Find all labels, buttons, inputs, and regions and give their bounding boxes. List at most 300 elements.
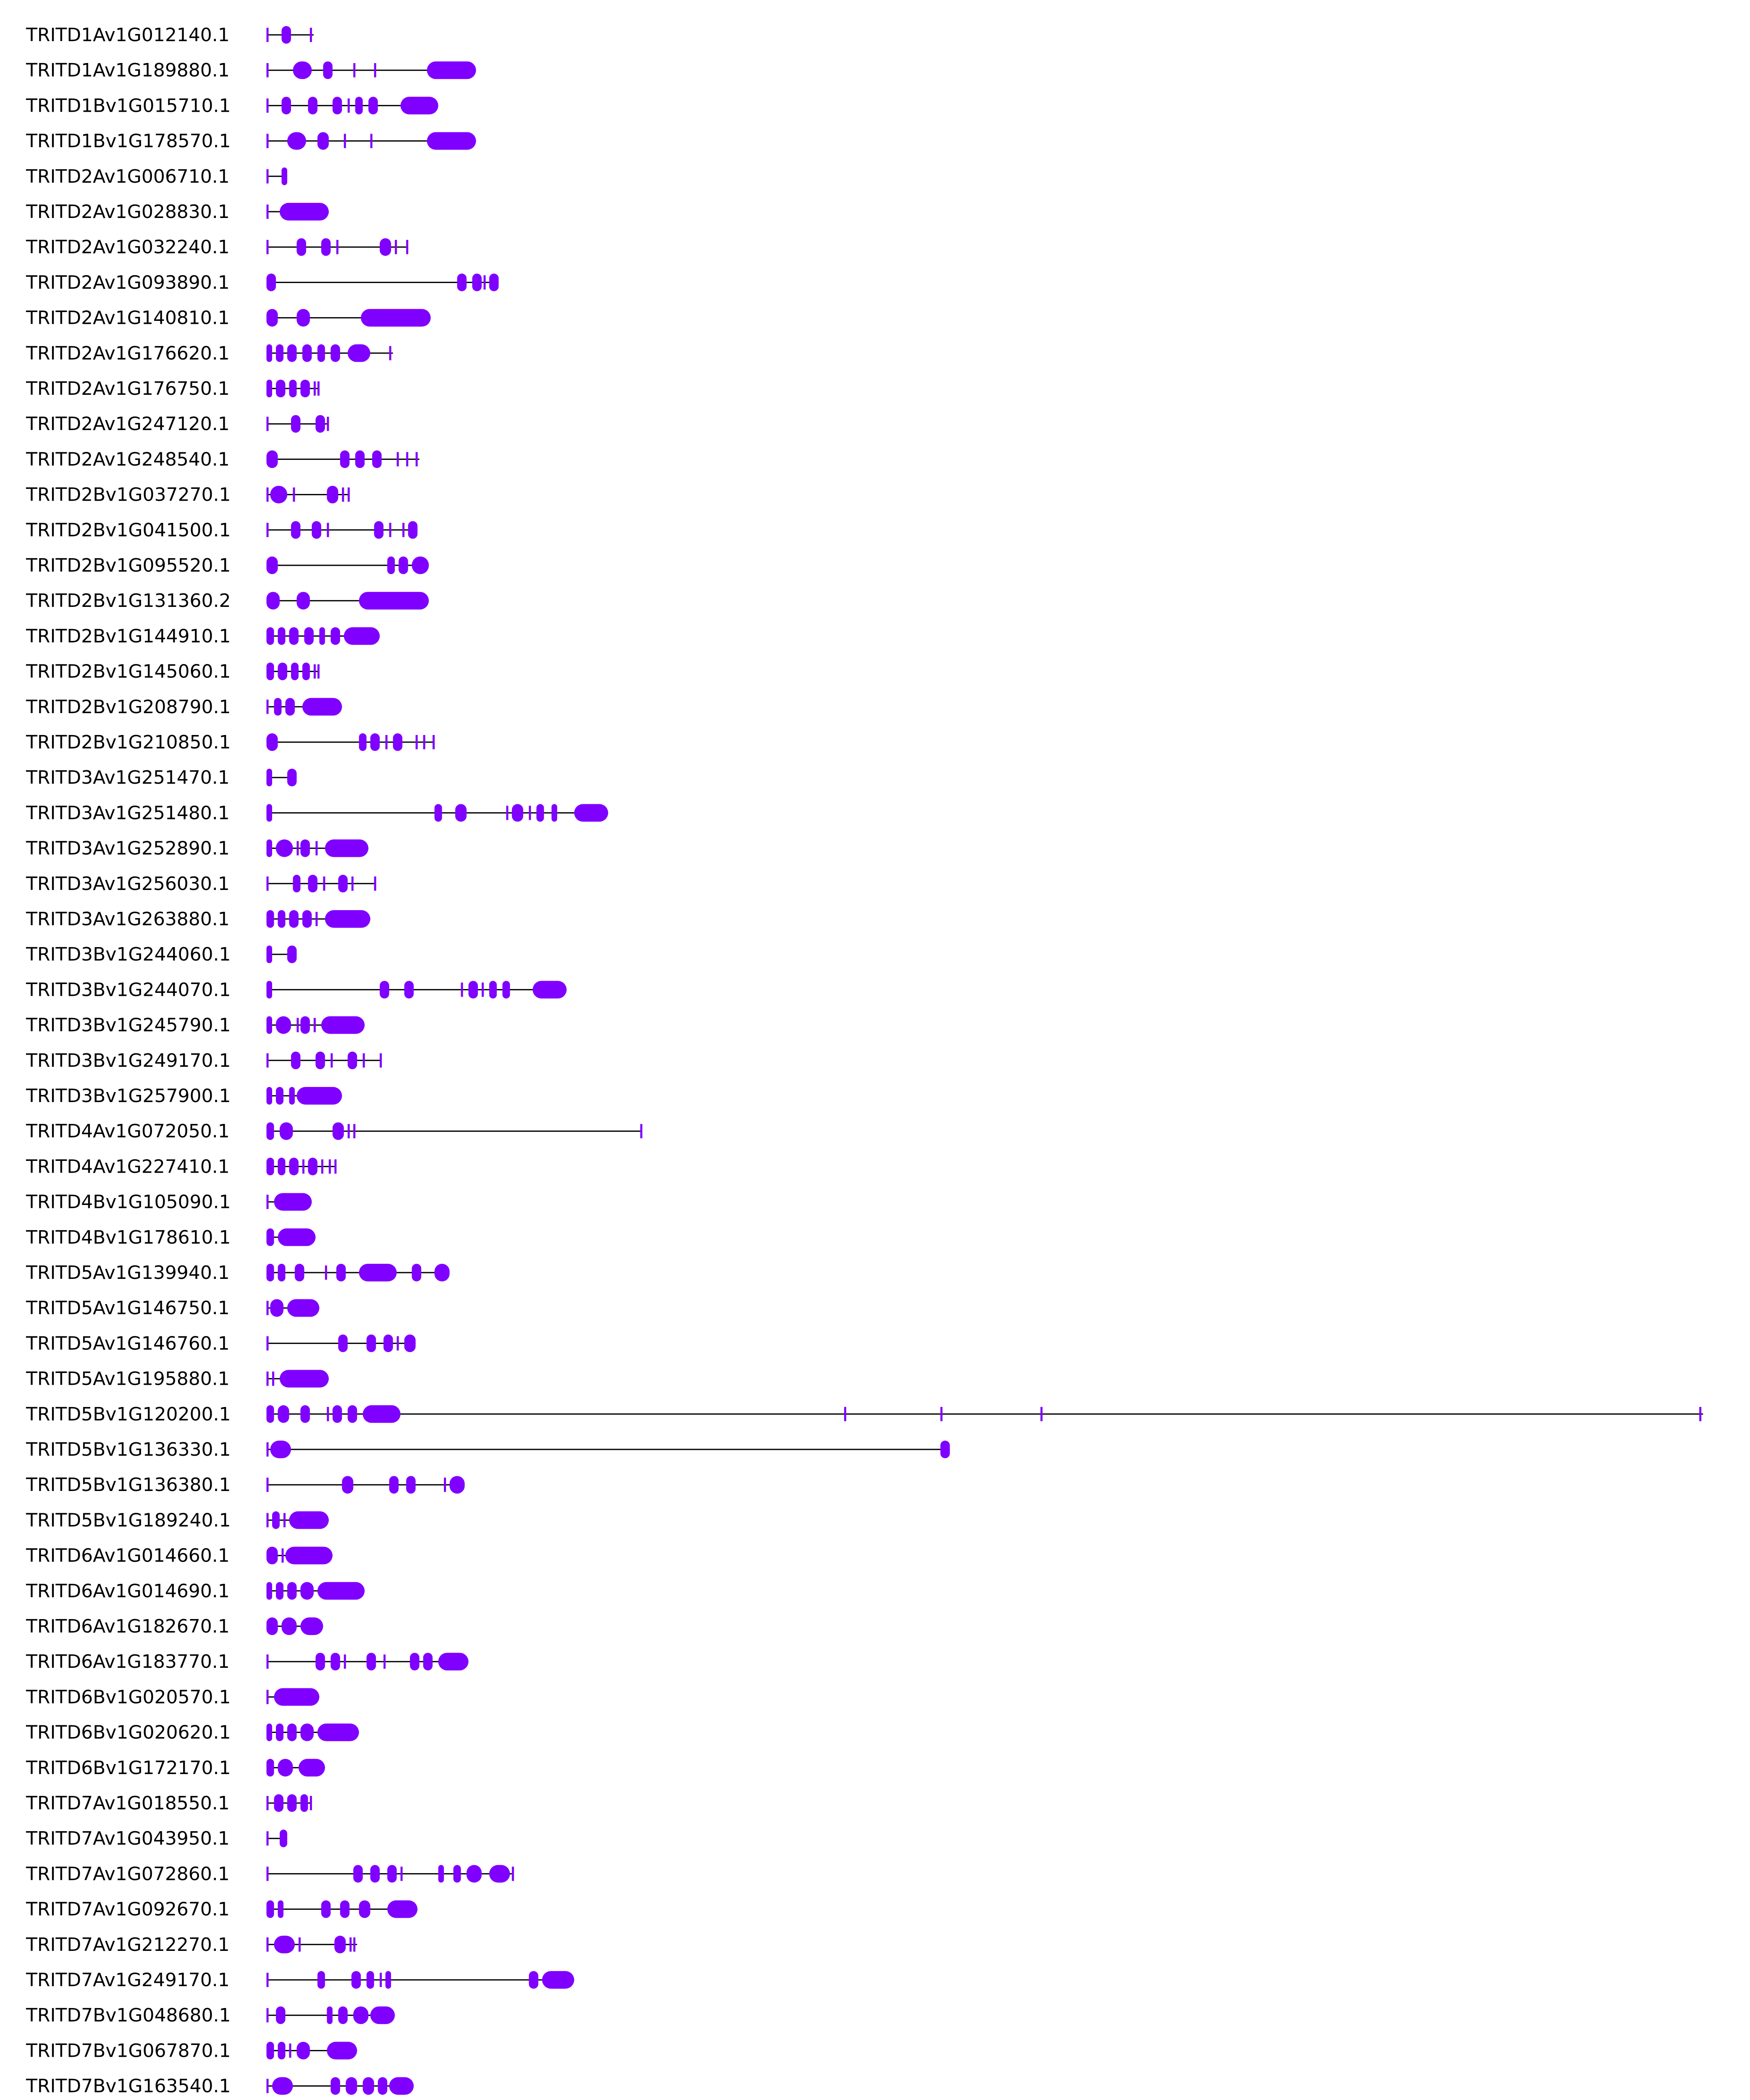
exon-mark bbox=[412, 1264, 421, 1281]
exon-mark bbox=[389, 346, 391, 360]
exon-mark bbox=[266, 450, 278, 468]
exon-mark bbox=[325, 910, 370, 928]
exon-mark bbox=[278, 1405, 289, 1423]
exon-mark bbox=[278, 627, 285, 645]
exon-mark bbox=[310, 1796, 312, 1810]
gene-row bbox=[26, 520, 417, 541]
exon-mark bbox=[285, 1547, 332, 1564]
exon-mark bbox=[359, 733, 367, 751]
exon-mark bbox=[334, 1936, 346, 1953]
exon-mark bbox=[333, 1405, 342, 1423]
exon-mark bbox=[323, 877, 325, 891]
exon-mark bbox=[276, 1016, 291, 1034]
exon-mark bbox=[289, 2043, 291, 2058]
gene-label: TRITD3Bv1G257900.1 bbox=[26, 1085, 231, 1107]
gene-label: TRITD7Av1G092670.1 bbox=[26, 1898, 230, 1920]
exon-mark bbox=[312, 521, 321, 539]
exon-mark bbox=[304, 627, 313, 645]
exon-mark bbox=[266, 877, 268, 891]
exon-mark bbox=[399, 556, 408, 574]
gene-row bbox=[26, 1368, 329, 1390]
gene-label: TRITD1Bv1G178570.1 bbox=[26, 130, 231, 152]
exon-mark bbox=[289, 627, 298, 645]
gene-row bbox=[26, 95, 438, 116]
gene-row bbox=[26, 343, 393, 364]
exon-mark bbox=[278, 1228, 315, 1246]
exon-mark bbox=[266, 1973, 268, 1987]
exon-mark bbox=[291, 415, 300, 433]
exon-mark bbox=[300, 1582, 313, 1600]
exon-mark bbox=[348, 1124, 350, 1138]
exon-mark bbox=[266, 1372, 268, 1386]
gene-row bbox=[26, 1509, 329, 1531]
exon-mark bbox=[283, 1513, 286, 1527]
exon-mark bbox=[274, 1193, 312, 1211]
gene-label: TRITD7Bv1G048680.1 bbox=[26, 2005, 231, 2026]
gene-label: TRITD6Av1G183770.1 bbox=[26, 1651, 230, 1673]
exon-mark bbox=[389, 1476, 399, 1494]
exon-mark bbox=[435, 1264, 450, 1281]
exon-mark bbox=[278, 2042, 285, 2059]
exon-mark bbox=[310, 28, 312, 42]
exon-mark bbox=[344, 1654, 346, 1669]
gene-label: TRITD2Av1G176750.1 bbox=[26, 378, 230, 399]
exon-mark bbox=[574, 804, 608, 822]
gene-label: TRITD6Bv1G020620.1 bbox=[26, 1722, 231, 1743]
gene-row bbox=[26, 555, 429, 576]
exon-mark bbox=[289, 380, 296, 397]
exon-mark bbox=[338, 875, 347, 892]
exon-mark bbox=[444, 1478, 446, 1492]
gene-label: TRITD2Av1G176620.1 bbox=[26, 342, 230, 364]
exon-mark bbox=[266, 1654, 268, 1669]
exon-mark bbox=[372, 450, 381, 468]
exon-mark bbox=[299, 1937, 301, 1952]
exon-mark bbox=[370, 2006, 395, 2024]
exon-mark bbox=[266, 1796, 268, 1810]
exon-mark bbox=[266, 1617, 278, 1635]
gene-row bbox=[26, 484, 350, 506]
exon-mark bbox=[285, 698, 294, 716]
gene-label: TRITD4Av1G072050.1 bbox=[26, 1121, 230, 1142]
exon-mark bbox=[300, 1617, 323, 1635]
exon-mark bbox=[280, 1830, 287, 1847]
gene-label: TRITD2Bv1G210850.1 bbox=[26, 732, 231, 753]
gene-row bbox=[26, 449, 420, 470]
exon-mark bbox=[338, 2006, 347, 2024]
gene-row bbox=[26, 1899, 417, 1920]
exon-mark bbox=[289, 1087, 294, 1105]
gene-label: TRITD2Av1G006710.1 bbox=[26, 165, 230, 187]
gene-row bbox=[26, 1227, 315, 1248]
gene-row bbox=[26, 1156, 336, 1177]
exon-mark bbox=[406, 1476, 415, 1494]
exon-mark bbox=[266, 981, 272, 998]
exon-mark bbox=[404, 1334, 416, 1352]
exon-mark bbox=[302, 1159, 304, 1173]
gene-row bbox=[26, 838, 368, 859]
gene-row bbox=[26, 590, 429, 612]
exon-mark bbox=[291, 663, 299, 680]
gene-row bbox=[26, 1580, 365, 1602]
exon-mark bbox=[287, 132, 306, 150]
gene-label: TRITD1Av1G012140.1 bbox=[26, 24, 230, 46]
exon-mark bbox=[374, 521, 383, 539]
exon-mark bbox=[353, 63, 355, 77]
gene-row bbox=[26, 696, 342, 718]
exon-mark bbox=[293, 61, 312, 79]
exon-mark bbox=[300, 840, 310, 857]
gene-row bbox=[26, 2076, 414, 2097]
gene-label: TRITD3Bv1G244060.1 bbox=[26, 944, 231, 966]
gene-label: TRITD2Av1G248540.1 bbox=[26, 449, 230, 470]
exon-mark bbox=[367, 1334, 376, 1352]
exon-mark bbox=[274, 698, 281, 716]
gene-row bbox=[26, 131, 476, 152]
exon-mark bbox=[331, 627, 340, 645]
exon-mark bbox=[266, 169, 268, 184]
gene-label: TRITD3Bv1G244070.1 bbox=[26, 979, 231, 1001]
exon-mark bbox=[266, 1053, 268, 1068]
exon-mark bbox=[276, 1724, 283, 1741]
exon-mark bbox=[333, 1122, 344, 1140]
gene-label: TRITD5Bv1G136330.1 bbox=[26, 1439, 231, 1460]
exon-mark bbox=[386, 1971, 391, 1989]
exon-mark bbox=[266, 523, 268, 537]
exon-mark bbox=[266, 273, 275, 291]
exon-mark bbox=[266, 733, 278, 751]
exon-mark bbox=[266, 63, 268, 77]
gene-row bbox=[26, 236, 408, 258]
gene-row bbox=[26, 625, 380, 647]
gene-label: TRITD5Bv1G120200.1 bbox=[26, 1403, 231, 1425]
exon-mark bbox=[315, 415, 325, 433]
exon-mark bbox=[483, 275, 485, 289]
exon-mark bbox=[348, 98, 350, 113]
exon-mark bbox=[380, 1973, 382, 1987]
exon-mark bbox=[427, 61, 476, 79]
exon-mark bbox=[281, 168, 287, 185]
exon-mark bbox=[529, 806, 531, 820]
exon-mark bbox=[387, 556, 395, 574]
gene-label: TRITD2Bv1G208790.1 bbox=[26, 696, 231, 718]
exon-mark bbox=[266, 1759, 274, 1777]
exon-mark bbox=[266, 488, 268, 502]
exon-mark bbox=[291, 521, 300, 539]
gene-label: TRITD6Av1G014660.1 bbox=[26, 1545, 230, 1567]
gene-label: TRITD1Av1G189880.1 bbox=[26, 60, 230, 81]
gene-row bbox=[26, 1969, 574, 1991]
gene-label: TRITD7Av1G212270.1 bbox=[26, 1934, 230, 1956]
gene-row bbox=[26, 378, 320, 399]
exon-mark bbox=[287, 945, 296, 963]
exon-mark bbox=[270, 1441, 291, 1458]
exon-mark bbox=[296, 592, 310, 609]
exon-mark bbox=[293, 488, 295, 502]
exon-mark bbox=[327, 417, 329, 431]
exon-mark bbox=[340, 1900, 349, 1918]
exon-mark bbox=[280, 1370, 329, 1388]
gene-label: TRITD4Bv1G105090.1 bbox=[26, 1191, 231, 1213]
exon-mark bbox=[455, 804, 467, 822]
exon-mark bbox=[368, 97, 378, 114]
exon-mark bbox=[315, 912, 317, 926]
exon-mark bbox=[389, 2077, 414, 2095]
gene-row bbox=[26, 1651, 468, 1672]
exon-mark bbox=[363, 1405, 401, 1423]
exon-mark bbox=[276, 344, 283, 362]
exon-mark bbox=[408, 521, 417, 539]
exon-mark bbox=[383, 1654, 386, 1669]
exon-mark bbox=[266, 98, 268, 113]
exon-mark bbox=[302, 698, 342, 716]
exon-mark bbox=[274, 1794, 283, 1812]
exon-mark bbox=[276, 1087, 283, 1105]
exon-mark bbox=[542, 1971, 574, 1989]
exon-mark bbox=[352, 1971, 361, 1989]
exon-mark bbox=[349, 1937, 352, 1952]
exon-mark bbox=[300, 1724, 313, 1741]
gene-row bbox=[26, 1404, 1703, 1425]
exon-mark bbox=[266, 804, 272, 822]
exon-mark bbox=[533, 981, 567, 998]
exon-mark bbox=[359, 1264, 397, 1281]
exon-mark bbox=[266, 2042, 274, 2059]
exon-mark bbox=[404, 981, 414, 998]
gene-label: TRITD2Bv1G144910.1 bbox=[26, 625, 231, 647]
exon-mark bbox=[280, 203, 329, 220]
gene-row bbox=[26, 767, 296, 788]
exon-mark bbox=[338, 1334, 347, 1352]
exon-mark bbox=[270, 486, 287, 504]
exon-mark bbox=[551, 804, 557, 822]
exon-mark bbox=[435, 804, 442, 822]
exon-mark bbox=[416, 735, 418, 749]
exon-mark bbox=[321, 1016, 365, 1034]
gene-row bbox=[26, 1121, 643, 1142]
exon-mark bbox=[482, 982, 484, 997]
exon-mark bbox=[266, 1690, 268, 1704]
exon-mark bbox=[314, 664, 316, 679]
exon-mark bbox=[502, 981, 510, 998]
exon-mark bbox=[266, 1016, 272, 1034]
exon-mark bbox=[387, 1865, 396, 1882]
exon-mark bbox=[512, 804, 523, 822]
exon-mark bbox=[359, 592, 429, 609]
exon-mark bbox=[489, 273, 499, 291]
exon-mark bbox=[367, 1653, 376, 1670]
exon-mark bbox=[314, 381, 316, 396]
exon-mark bbox=[266, 627, 274, 645]
gene-row bbox=[26, 2005, 395, 2026]
gene-label: TRITD3Bv1G249170.1 bbox=[26, 1050, 231, 1071]
exon-mark bbox=[367, 1971, 374, 1989]
exon-mark bbox=[342, 1476, 353, 1494]
exon-mark bbox=[300, 1016, 310, 1034]
gene-row bbox=[26, 1262, 450, 1284]
exon-mark bbox=[397, 1336, 399, 1350]
exon-mark bbox=[315, 841, 317, 856]
exon-mark bbox=[454, 1865, 461, 1882]
exon-mark bbox=[278, 1264, 285, 1281]
gene-row bbox=[26, 1192, 312, 1213]
exon-mark bbox=[361, 309, 430, 327]
exon-mark bbox=[266, 1937, 268, 1952]
exon-mark bbox=[300, 1405, 310, 1423]
gene-row bbox=[26, 1722, 359, 1743]
exon-mark bbox=[287, 769, 296, 786]
gene-label: TRITD2Av1G028830.1 bbox=[26, 201, 230, 223]
gene-label: TRITD7Av1G043950.1 bbox=[26, 1828, 230, 1850]
exon-mark bbox=[461, 982, 463, 997]
exon-mark bbox=[380, 1053, 382, 1068]
gene-row bbox=[26, 1050, 382, 1071]
exon-mark bbox=[266, 1478, 268, 1492]
exon-mark bbox=[433, 735, 435, 749]
exon-mark bbox=[287, 1794, 296, 1812]
exon-mark bbox=[266, 1831, 268, 1845]
exon-mark bbox=[331, 1653, 340, 1670]
gene-label: TRITD3Av1G252890.1 bbox=[26, 837, 230, 859]
exon-mark bbox=[276, 2006, 285, 2024]
exon-mark bbox=[266, 417, 268, 431]
gene-row bbox=[26, 1474, 464, 1496]
exon-mark bbox=[402, 523, 404, 537]
exon-mark bbox=[266, 556, 278, 574]
exon-mark bbox=[412, 556, 429, 574]
exon-mark bbox=[410, 1653, 419, 1670]
exon-mark bbox=[383, 1334, 393, 1352]
exon-mark bbox=[266, 1301, 268, 1315]
exon-mark bbox=[295, 1264, 304, 1281]
exon-mark bbox=[266, 28, 268, 42]
exon-mark bbox=[327, 2042, 357, 2059]
exon-mark bbox=[266, 1336, 268, 1350]
exon-mark bbox=[438, 1865, 444, 1882]
exon-mark bbox=[317, 132, 329, 150]
exon-mark bbox=[406, 240, 408, 254]
exon-mark bbox=[302, 910, 312, 928]
exon-mark bbox=[274, 1688, 319, 1706]
exon-mark bbox=[401, 1866, 403, 1881]
exon-mark bbox=[266, 2079, 268, 2093]
exon-mark bbox=[266, 205, 268, 219]
exon-mark bbox=[348, 488, 350, 502]
exon-mark bbox=[317, 664, 320, 679]
gene-row bbox=[26, 1934, 357, 1956]
exon-mark bbox=[427, 132, 476, 150]
exon-mark bbox=[353, 1124, 355, 1138]
exon-mark bbox=[317, 1971, 325, 1989]
exon-mark bbox=[287, 344, 296, 362]
gene-label: TRITD6Bv1G172170.1 bbox=[26, 1757, 231, 1779]
exon-mark bbox=[450, 1476, 465, 1494]
exon-mark bbox=[287, 1582, 296, 1600]
exon-mark bbox=[346, 2077, 357, 2095]
exon-mark bbox=[266, 769, 272, 786]
gene-label: TRITD7Av1G018550.1 bbox=[26, 1793, 230, 1814]
exon-mark bbox=[344, 134, 346, 148]
gene-row bbox=[26, 1015, 365, 1036]
gene-row bbox=[26, 60, 476, 81]
exon-mark bbox=[296, 841, 299, 856]
exon-mark bbox=[457, 273, 466, 291]
exon-mark bbox=[353, 1937, 355, 1952]
exon-mark bbox=[331, 2077, 340, 2095]
exon-mark bbox=[315, 1653, 325, 1670]
exon-mark bbox=[266, 134, 268, 148]
exon-mark bbox=[266, 663, 274, 680]
gene-label: TRITD4Bv1G178610.1 bbox=[26, 1226, 231, 1248]
gene-label: TRITD3Av1G251470.1 bbox=[26, 767, 230, 789]
exon-mark bbox=[397, 452, 399, 466]
exon-mark bbox=[302, 344, 312, 362]
exon-mark bbox=[278, 1900, 283, 1918]
exon-mark bbox=[266, 1158, 274, 1175]
gene-row bbox=[26, 24, 314, 46]
gene-label: TRITD4Av1G227410.1 bbox=[26, 1156, 230, 1178]
exon-mark bbox=[640, 1124, 643, 1138]
exon-mark bbox=[293, 875, 300, 892]
gene-row bbox=[26, 1863, 514, 1885]
exon-mark bbox=[308, 1158, 317, 1175]
exon-mark bbox=[281, 26, 291, 44]
gene-label: TRITD6Av1G014690.1 bbox=[26, 1580, 230, 1602]
gene-tracks bbox=[26, 24, 1703, 2100]
exon-mark bbox=[317, 1582, 365, 1600]
exon-mark bbox=[289, 1158, 298, 1175]
exon-mark bbox=[378, 2077, 387, 2095]
gene-label: TRITD1Bv1G015710.1 bbox=[26, 95, 231, 117]
gene-label: TRITD3Av1G256030.1 bbox=[26, 873, 230, 895]
gene-row bbox=[26, 1686, 319, 1708]
exon-mark bbox=[272, 2077, 293, 2095]
gene-row bbox=[26, 2040, 357, 2061]
exon-mark bbox=[329, 1159, 331, 1173]
exon-mark bbox=[348, 1405, 357, 1423]
exon-mark bbox=[276, 1582, 283, 1600]
exon-mark bbox=[266, 1122, 274, 1140]
gene-row bbox=[26, 1757, 325, 1779]
exon-mark bbox=[363, 1053, 365, 1068]
exon-mark bbox=[278, 1759, 293, 1777]
exon-mark bbox=[336, 1264, 346, 1281]
exon-mark bbox=[416, 452, 418, 466]
exon-mark bbox=[374, 877, 376, 891]
exon-mark bbox=[266, 1264, 274, 1281]
exon-mark bbox=[370, 1865, 380, 1882]
exon-mark bbox=[393, 733, 402, 751]
exon-mark bbox=[317, 1724, 359, 1741]
exon-mark bbox=[1699, 1407, 1701, 1421]
exon-mark bbox=[348, 1052, 357, 1069]
exon-mark bbox=[327, 523, 329, 537]
exon-mark bbox=[266, 1866, 268, 1881]
gene-label: TRITD7Av1G072860.1 bbox=[26, 1863, 230, 1885]
exon-mark bbox=[266, 309, 278, 327]
gene-label: TRITD2Bv1G095520.1 bbox=[26, 555, 231, 576]
gene-row bbox=[26, 1545, 333, 1567]
exon-mark bbox=[352, 877, 354, 891]
exon-mark bbox=[266, 1724, 272, 1741]
exon-mark bbox=[296, 2042, 310, 2059]
exon-mark bbox=[289, 910, 298, 928]
exon-mark bbox=[940, 1407, 942, 1421]
exon-mark bbox=[333, 97, 342, 114]
exon-mark bbox=[380, 981, 389, 998]
exon-mark bbox=[266, 1513, 268, 1527]
exon-mark bbox=[468, 981, 478, 998]
